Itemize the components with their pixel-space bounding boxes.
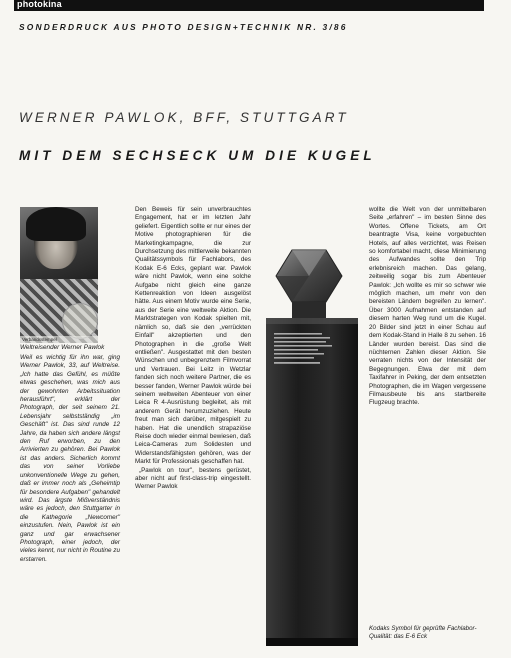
e6-eck-sign-illustration (264, 248, 360, 646)
paragraph: „Pawlok on tour", bestens gerüstet, aber nicht auf first-class-trip eingestellt. Werner Pawlok (135, 466, 251, 491)
masthead-bar (14, 0, 484, 11)
reprint-line: SONDERDRUCK AUS PHOTO DESIGN+TECHNIK NR. 3/86 (19, 22, 348, 32)
portrait-photo (20, 207, 98, 343)
portrait-caption: Weltreisender Werner Pawlok (20, 344, 105, 351)
paragraph: wollte die Welt von der unmittelbaren Seite „erfahren" – im besten Sinne des Wortes. Offene Tickets, am Ort beantragte Visa, keine vorgebuchten Hotels, auf alles verzichtet, was Reisen so komfortabel macht, diese Minimierung des Aufwandes sollte den Trip erlebnisreich machen. Das gelang, zeitweilig sogar bis zum Abenteuer Pawlok: „Ich wollte es mir so schwer wie möglich machen, um mehr von den bereisten Ländern begreifen zu lernen". Über 3000 Aufnahmen entstanden auf diesem harten Weg rund um die Kugel. 20 Bilder sind jetzt in einer Schau auf dem Kodak-Stand in Halle 8 zu sehen. 16 Länder wurden bereist. Das sind die nüchternen Zahlen dieser Aktion. Sie verraten nichts von der Intensität der Begegnungen. Etwa der mit dem Taxifahrer in Peking, der dem entsetzten Photographen, die im Wagen vergessene Filmausbeute bis ans startbereite Flugzeug brachte. (369, 206, 486, 407)
stamp-label: Verbandsstempel (20, 336, 98, 343)
paragraph: Weil es wichtig für ihn war, ging Werner Pawlok, 33, auf Weltreise. „Ich hatte das Gefühl, es müßte etwas geschehen, was mich aus der gewohnten Arbeitssituation herausführt", erklärt der Photograph, der seit seinem 21. Lebensjahr selbstständig „im Geschäft" ist. Das sind runde 12 Jahre, da haben sich andere längst den Ruf erworben, zu den Arrivierten zu gehören. Bei Pawlok ist das anders. Sicherlich kommt das von seiner Vorliebe unkonventionelle Wege zu gehen, daß er immer noch als „Geheimtip für besondere Aufgaben" gehandelt wird. Das ärgste Mißverständnis wäre es jedoch, den Stuttgarter in die Kathegorie „Newcomer" einzustufen. Nein, Pawlok ist ein ganz und gar erwachsener Photograph, einer jedoch, der vieles kennt, nur nicht in Routine zu erstarren. (20, 354, 120, 563)
brand-label: photokina (17, 0, 62, 9)
author-line: WERNER PAWLOK, BFF, STUTTGART (19, 110, 349, 125)
text-column-1 (20, 354, 120, 564)
hexagon-icon (276, 250, 342, 302)
postmark-stamp (62, 303, 98, 339)
article-title: MIT DEM SECHSECK UM DIE KUGEL (19, 148, 376, 163)
text-column-2 (135, 206, 251, 492)
sign-neck (292, 302, 326, 318)
sign-pillar (266, 318, 358, 646)
text-column-3 (369, 206, 486, 408)
paragraph: Den Beweis für sein unverbrauchtes Engagement, hat er im letzten Jahr geliefert. Eigentlich sollte er nur eines der Motive photographieren für die Marketingkampagne, die zur Durchsetzung des mittlerweile bekannten Qualitätssymbols für Fachlabors, des Kodak E-6 Ecks, geplant war. Pawlok wäre nicht Pawlok, wenn eine solche Aufgabe nicht gleich eine ganze Kettenreaktion von Ideen ausgelöst hätte. Aus einem Motiv wurde eine Serie, aus der Serie eine weltweite Aktion. Die Marktstrategen von Kodak spielten mit, nämlich so, daß sie den „verrückten Einfall" akzeptierten und den Photographen in die „große Welt entließen". Ausgestattet mit den besten Wünschen und unbegrenztem Filmvorrat und Vertrauen. Bei Leitz in Wetzlar fanden sich noch weitere Partner, die es besser fanden, Werner Pawlok würde bei seinem weltweiten Abenteuer von einer Leica R 4-Ausrüstung begleitet, als mit anderem Gerät herumzuziehen. Heute freut man sich darüber, mitgespielt zu haben. Hat die unendlich strapaziöse Reise doch wieder einmal bewiesen, daß Leica-Cameras zum Solidesten und Widerstandsfähigsten gehören, was der Markt für Professionals geschaffen hat. (135, 206, 251, 466)
sign-base (266, 638, 358, 646)
sign-caption: Kodaks Symbol für geprüfte Fachlabor-Qualität: das E-6 Eck (369, 625, 477, 640)
